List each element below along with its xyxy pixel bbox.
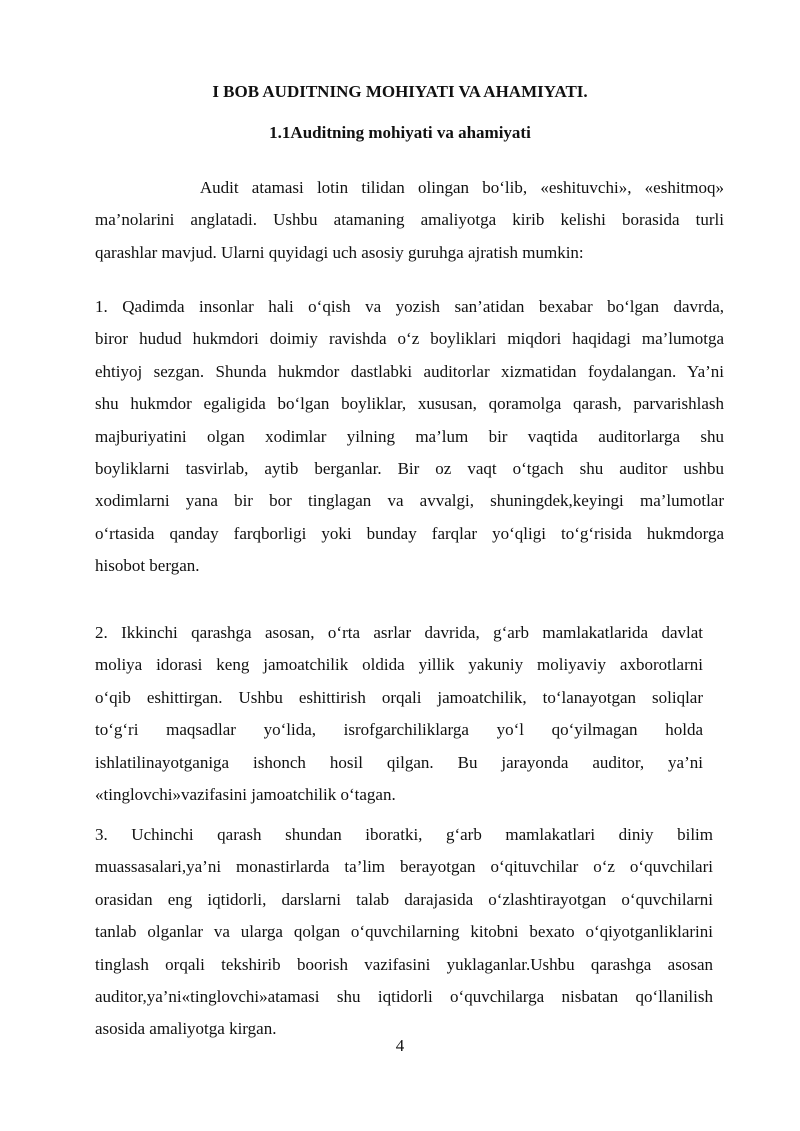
text-line: majburiyatini olgan xodimlar yilning ma’lum bir vaqtida auditorlarga shu bbox=[95, 426, 724, 446]
text-line: qarashlar mavjud. Ularni quyidagi uch asosiy guruhga ajratish mumkin: bbox=[95, 242, 584, 262]
text-line: o‘rtasida qanday farqborligi yoki bunday farqlar yo‘qligi to‘g‘risida hukmdorga bbox=[95, 523, 724, 543]
section-title: 1.1Auditning mohiyati va ahamiyati bbox=[269, 123, 531, 142]
list-item-1-paragraph bbox=[95, 291, 724, 583]
text-line: 2. Ikkinchi qarashga asosan, o‘rta asrlar davrida, g‘arb mamlakatlarida davlat bbox=[95, 623, 703, 642]
text-line: orasidan eng iqtidorli, darslarni talab darajasida o‘zlashtirayotgan o‘quvchilarni bbox=[95, 889, 713, 909]
text-line: ehtiyoj sezgan. Shunda hukmdor dastlabki auditorlar xizmatidan foydalangan. Ya’ni bbox=[95, 361, 724, 381]
intro-paragraph bbox=[95, 172, 724, 269]
text-line: hisobot bergan. bbox=[95, 556, 200, 576]
text-line: «tinglovchi»vazifasini jamoatchilik o‘tagan. bbox=[95, 784, 396, 804]
text-line: asosida amaliyotga kirgan. bbox=[95, 1019, 277, 1039]
list-item-2-paragraph bbox=[95, 617, 703, 811]
list-item-3-paragraph bbox=[95, 819, 713, 1046]
text-line: ma’nolarini anglatadi. Ushbu atamaning amaliyotga kirib kelishi borasida turli bbox=[95, 210, 724, 230]
chapter-title: I BOB AUDITNING MOHIYATI VA AHAMIYATI. bbox=[212, 82, 588, 101]
text-line: o‘qib eshittirgan. Ushbu eshittirish orqali jamoatchilik, to‘lanayotgan soliqlar bbox=[95, 687, 703, 707]
text-line: ishlatilinayotganiga ishonch hosil qilgan. Bu jarayonda auditor, ya’ni bbox=[95, 752, 703, 772]
text-line: 1. Qadimda insonlar hali o‘qish va yozish san’atidan bexabar bo‘lgan davrda, bbox=[95, 297, 724, 316]
text-line: tinglash orqali tekshirib boorish vazifasini yuklaganlar.Ushbu qarashga asosan bbox=[95, 954, 713, 974]
text-line: Audit atamasi lotin tilidan olingan bo‘lib, «eshituvchi», «eshitmoq» bbox=[95, 178, 724, 197]
text-line: biror hudud hukmdori doimiy ravishda o‘z boyliklari miqdori haqidagi ma’lumotga bbox=[95, 329, 724, 349]
text-line: shu hukmdor egaligida bo‘lgan boyliklar, xususan, qoramolga qarash, parvarishlash bbox=[95, 394, 724, 414]
text-line: muassasalari,ya’ni monastirlarda ta’lim berayotgan o‘qituvchilar o‘z o‘quvchilari bbox=[95, 857, 713, 877]
text-line: 3. Uchinchi qarash shundan iboratki, g‘arb mamlakatlari diniy bilim bbox=[95, 825, 713, 844]
text-line: moliya idorasi keng jamoatchilik oldida yillik yakuniy moliyaviy axborotlarni bbox=[95, 655, 703, 675]
text-line: tanlab olganlar va ularga qolgan o‘quvchilarning kitobni bexato o‘qiyotganliklarini bbox=[95, 922, 713, 942]
text-line: xodimlarni yana bir bor tinglagan va avvalgi, shuningdek,keyingi ma’lumotlar bbox=[95, 491, 724, 511]
text-line: to‘g‘ri maqsadlar yo‘lida, isrofgarchiliklarga yo‘l qo‘yilmagan holda bbox=[95, 720, 703, 740]
text-line: boyliklarni tasvirlab, aytib berganlar. Bir oz vaqt o‘tgach shu auditor ushbu bbox=[95, 458, 724, 478]
text-line: auditor,ya’ni«tinglovchi»atamasi shu iqtidorli o‘quvchilarga nisbatan qo‘llanilish bbox=[95, 986, 713, 1006]
page-number: 4 bbox=[395, 1036, 405, 1055]
